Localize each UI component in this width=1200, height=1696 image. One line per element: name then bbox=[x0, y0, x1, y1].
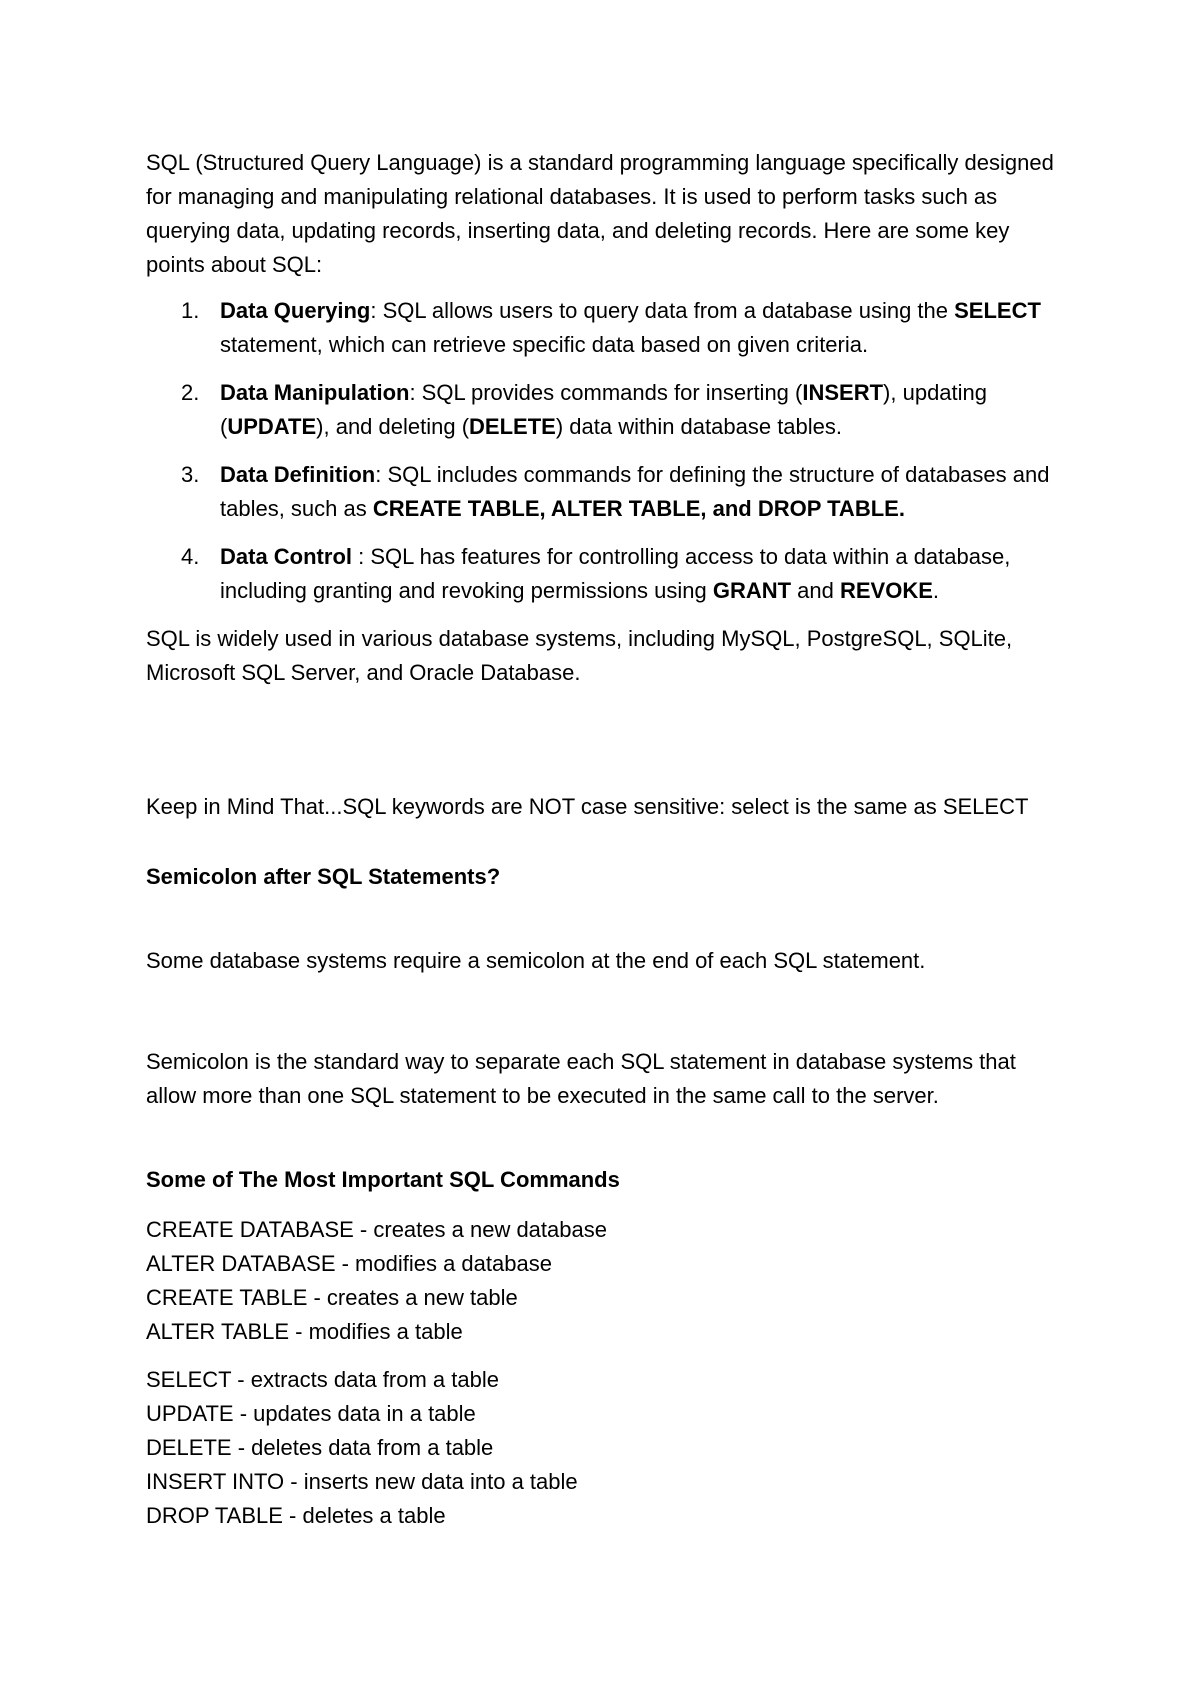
point-title: Data Definition bbox=[220, 462, 376, 487]
list-number: 4. bbox=[181, 544, 200, 569]
point-text: ) data within database tables. bbox=[555, 414, 843, 439]
list-item bbox=[146, 294, 1066, 362]
list-number: 3. bbox=[181, 462, 200, 487]
commands-group-database bbox=[146, 1213, 1066, 1349]
command-line: CREATE DATABASE - creates a new database bbox=[146, 1217, 607, 1242]
point-title: Data Control bbox=[220, 544, 352, 569]
keyword: UPDATE bbox=[227, 414, 317, 439]
command-line: UPDATE - updates data in a table bbox=[146, 1401, 476, 1426]
list-item bbox=[146, 540, 1066, 608]
point-text: : SQL allows users to query data from a database using the bbox=[370, 298, 955, 323]
commands-group-data bbox=[146, 1363, 1066, 1533]
command-line: SELECT - extracts data from a table bbox=[146, 1367, 499, 1392]
point-text: . bbox=[932, 578, 940, 603]
list-item bbox=[146, 376, 1066, 444]
commands-heading: Some of The Most Important SQL Commands bbox=[146, 1167, 620, 1192]
point-text: and bbox=[791, 578, 840, 603]
semicolon-paragraph-2: Semicolon is the standard way to separate each SQL statement in database systems that allow more than one SQL statement to be executed in the same call to the server. bbox=[146, 1049, 1016, 1108]
systems-paragraph: SQL is widely used in various database systems, including MySQL, PostgreSQL, SQLite, Microsoft SQL Server, and Oracle Database. bbox=[146, 626, 1013, 685]
point-text: ), and deleting ( bbox=[316, 414, 470, 439]
key-points-list bbox=[146, 294, 1066, 608]
point-text: : SQL has features for controlling access to data within a database, including granting and revoking permissions using bbox=[220, 544, 1011, 603]
document-content bbox=[146, 146, 1066, 1533]
point-text: ), updating ( bbox=[220, 380, 988, 439]
keyword: GRANT bbox=[712, 578, 792, 603]
command-line: ALTER TABLE - modifies a table bbox=[146, 1319, 463, 1344]
point-title: Data Manipulation bbox=[220, 380, 410, 405]
command-line: DROP TABLE - deletes a table bbox=[146, 1503, 446, 1528]
list-number: 2. bbox=[181, 380, 200, 405]
keyword: SELECT bbox=[954, 298, 1041, 323]
keep-in-mind-note: Keep in Mind That...SQL keywords are NOT case sensitive: select is the same as SELECT bbox=[146, 794, 1029, 819]
point-text: : SQL provides commands for inserting ( bbox=[409, 380, 803, 405]
command-line: CREATE TABLE - creates a new table bbox=[146, 1285, 518, 1310]
keyword: DELETE bbox=[469, 414, 556, 439]
list-number: 1. bbox=[181, 298, 200, 323]
keyword: INSERT bbox=[802, 380, 884, 405]
intro-paragraph: SQL (Structured Query Language) is a standard programming language specifically designed for managing and manipulating relational databases. It is used to perform tasks such as querying data, updating records, inserting data, and deleting records. Here are some key points about SQL: bbox=[146, 150, 1054, 277]
point-title: Data Querying bbox=[220, 298, 371, 323]
point-text: statement, which can retrieve specific data based on given criteria. bbox=[220, 332, 869, 357]
command-line: DELETE - deletes data from a table bbox=[146, 1435, 494, 1460]
semicolon-paragraph-1: Some database systems require a semicolon at the end of each SQL statement. bbox=[146, 948, 926, 973]
point-text: : SQL includes commands for defining the structure of databases and tables, such as bbox=[220, 462, 1050, 521]
semicolon-heading: Semicolon after SQL Statements? bbox=[146, 864, 501, 889]
keyword: CREATE TABLE, ALTER TABLE, and DROP TABLE. bbox=[372, 496, 905, 521]
keyword: REVOKE bbox=[840, 578, 933, 603]
list-item bbox=[146, 458, 1066, 526]
command-line: INSERT INTO - inserts new data into a table bbox=[146, 1469, 578, 1494]
command-line: ALTER DATABASE - modifies a database bbox=[146, 1251, 552, 1276]
